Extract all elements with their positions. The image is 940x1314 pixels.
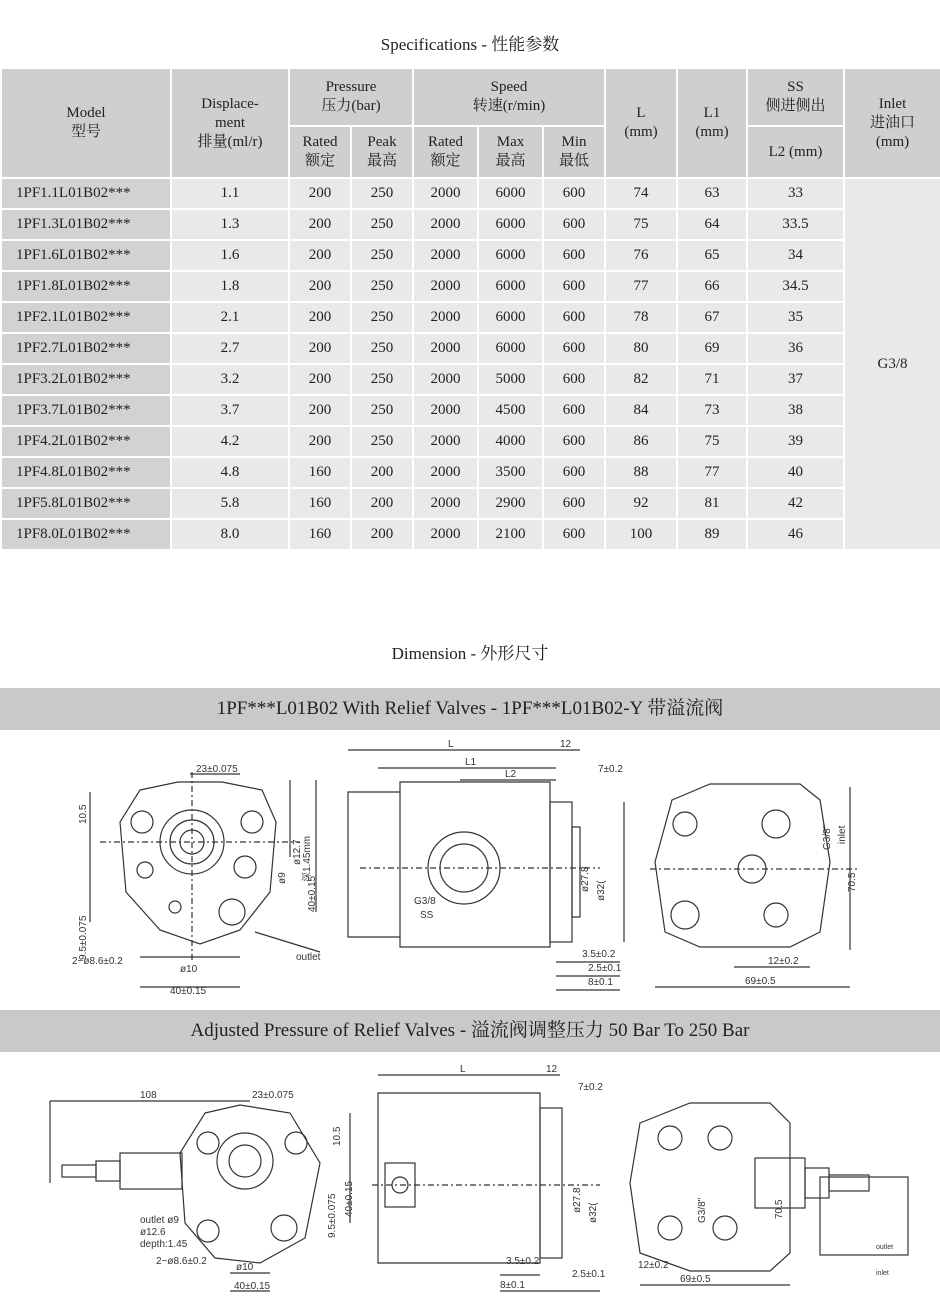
model-cell: 1PF3.7L01B02***	[1, 395, 171, 426]
table-cell: 160	[289, 519, 351, 550]
table-cell: 600	[543, 519, 605, 550]
table-cell: 200	[289, 209, 351, 240]
relief-valve-band: 1PF***L01B02 With Relief Valves - 1PF***L01B02-Y 带溢流阀	[0, 688, 940, 730]
table-cell: 8.0	[171, 519, 289, 550]
table-cell: 77	[677, 457, 747, 488]
header-displacement: Displace- ment 排量(ml/r)	[171, 68, 289, 178]
dim-12-side-2: 12	[546, 1064, 558, 1075]
table-cell: 250	[351, 240, 413, 271]
dim-23-2: 23±0.075	[252, 1090, 294, 1101]
dim-40-v: 40±0.15	[307, 875, 318, 912]
table-cell: 600	[543, 209, 605, 240]
table-cell: 34.5	[747, 271, 844, 302]
dim-L1: L1	[465, 757, 477, 768]
table-cell: 200	[289, 364, 351, 395]
table-cell: 250	[351, 364, 413, 395]
table-cell: 6000	[478, 302, 543, 333]
model-cell: 1PF1.6L01B02***	[1, 240, 171, 271]
header-max-speed: Max 最高	[478, 126, 543, 178]
table-cell: 6000	[478, 209, 543, 240]
model-cell: 1PF8.0L01B02***	[1, 519, 171, 550]
table-cell: 67	[677, 302, 747, 333]
header-model: Model 型号	[1, 68, 171, 178]
table-cell: 1.8	[171, 271, 289, 302]
table-cell: 6000	[478, 333, 543, 364]
table-cell: 2000	[413, 240, 478, 271]
table-cell: 89	[677, 519, 747, 550]
dim-40-h: 40±0.15	[170, 986, 207, 997]
header-rated-pressure: Rated 额定	[289, 126, 351, 178]
table-cell: 200	[351, 519, 413, 550]
table-cell: 75	[677, 426, 747, 457]
table-cell: 600	[543, 364, 605, 395]
table-cell: 4.8	[171, 457, 289, 488]
table-cell: 250	[351, 209, 413, 240]
header-ss: SS 侧进侧出	[747, 68, 844, 126]
table-cell: 4000	[478, 426, 543, 457]
table-cell: 84	[605, 395, 677, 426]
dim-27-8-2: ø27.8	[572, 1187, 583, 1213]
model-cell: 1PF5.8L01B02***	[1, 488, 171, 519]
specifications-title: Specifications - 性能参数	[380, 35, 560, 54]
table-cell: 75	[605, 209, 677, 240]
table-cell: 200	[351, 457, 413, 488]
table-cell: 4500	[478, 395, 543, 426]
table-cell: 2000	[413, 395, 478, 426]
side-g38: G3/8	[414, 896, 436, 907]
table-cell: 33	[747, 178, 844, 209]
table-cell: 39	[747, 426, 844, 457]
dim-3-5-2: 3.5±0.2	[506, 1256, 540, 1267]
table-cell: 2000	[413, 519, 478, 550]
dim-69-2: 69±0.5	[680, 1274, 711, 1285]
table-cell: 73	[677, 395, 747, 426]
dim-40-h-2: 40±0.15	[234, 1281, 271, 1292]
table-row	[1, 271, 940, 302]
table-cell: 600	[543, 395, 605, 426]
table-cell: 600	[543, 457, 605, 488]
table-cell: 2000	[413, 426, 478, 457]
dim-2-5-2: 2.5±0.1	[572, 1269, 606, 1280]
table-cell: 88	[605, 457, 677, 488]
dimension-title: Dimension - 外形尺寸	[391, 644, 549, 663]
table-cell: 42	[747, 488, 844, 519]
table-cell: 200	[289, 178, 351, 209]
outlet-label: outlet	[296, 952, 321, 963]
model-cell: 1PF4.2L01B02***	[1, 426, 171, 457]
dim-70-5: 70.5	[847, 872, 858, 892]
dim-12-6: ø12.6	[140, 1227, 166, 1238]
table-cell: 2000	[413, 209, 478, 240]
table-cell: 250	[351, 395, 413, 426]
table-cell: 250	[351, 333, 413, 364]
table-cell: 200	[289, 271, 351, 302]
table-cell: 1.1	[171, 178, 289, 209]
dim-32-2: ø32(	[588, 1202, 599, 1223]
table-row	[1, 240, 940, 271]
dim-8: 8±0.1	[588, 977, 613, 988]
schematic-outlet: outlet	[876, 1244, 894, 1251]
dim-7-2: 7±0.2	[578, 1082, 603, 1093]
table-cell: 5.8	[171, 488, 289, 519]
table-cell: 600	[543, 302, 605, 333]
table-cell: 1.3	[171, 209, 289, 240]
dim-32: ø32(	[596, 880, 607, 901]
table-cell: 5000	[478, 364, 543, 395]
table-cell: 200	[289, 395, 351, 426]
model-cell: 1PF2.1L01B02***	[1, 302, 171, 333]
table-cell: 200	[289, 240, 351, 271]
dim-40-v-2: 40±0.15	[344, 1180, 355, 1217]
dim-L: L	[448, 739, 454, 750]
dim-70-5-2: 70.5	[774, 1199, 785, 1219]
header-min-speed: Min 最低	[543, 126, 605, 178]
table-row	[1, 457, 940, 488]
dim-10-5: 10.5	[78, 804, 89, 824]
table-cell: 600	[543, 488, 605, 519]
model-cell: 1PF1.8L01B02***	[1, 271, 171, 302]
table-cell: 65	[677, 240, 747, 271]
header-pressure: Pressure 压力(bar)	[289, 68, 413, 126]
table-cell: 2000	[413, 302, 478, 333]
table-cell: 2000	[413, 488, 478, 519]
dim-12: 12	[560, 739, 572, 750]
dim-9: ø9	[277, 872, 288, 884]
table-row	[1, 178, 940, 209]
table-cell: 160	[289, 488, 351, 519]
table-cell: 160	[289, 457, 351, 488]
table-cell: 38	[747, 395, 844, 426]
table-cell: 69	[677, 333, 747, 364]
table-cell: 600	[543, 333, 605, 364]
dim-108: 108	[140, 1090, 157, 1101]
header-rated-speed: Rated 额定	[413, 126, 478, 178]
dim-12-back: 12±0.2	[768, 956, 799, 967]
table-cell: 66	[677, 271, 747, 302]
table-cell: 82	[605, 364, 677, 395]
table-row	[1, 426, 940, 457]
table-cell: 35	[747, 302, 844, 333]
dim-L2: L2	[505, 769, 517, 780]
table-cell: 40	[747, 457, 844, 488]
model-cell: 1PF3.2L01B02***	[1, 364, 171, 395]
dim-27-8: ø27.8	[580, 866, 591, 892]
dim-12-back-2: 12±0.2	[638, 1260, 669, 1271]
back-view	[650, 784, 860, 987]
table-cell: 78	[605, 302, 677, 333]
table-cell: 36	[747, 333, 844, 364]
table-cell: 2900	[478, 488, 543, 519]
header-l1: L1 (mm)	[677, 68, 747, 178]
back-inlet: inlet	[837, 825, 848, 844]
table-row	[1, 364, 940, 395]
specifications-table	[0, 67, 940, 551]
dim-23: 23±0.075	[196, 764, 238, 775]
table-cell: 600	[543, 426, 605, 457]
model-cell: 1PF2.7L01B02***	[1, 333, 171, 364]
table-cell: 2100	[478, 519, 543, 550]
dim-10-5-2: 10.5	[332, 1126, 343, 1146]
dim-2-5: 2.5±0.1	[588, 963, 622, 974]
table-cell: 46	[747, 519, 844, 550]
table-cell: 200	[289, 302, 351, 333]
table-cell: 71	[677, 364, 747, 395]
table-cell: 92	[605, 488, 677, 519]
table-cell: 86	[605, 426, 677, 457]
outlet-label-2: outlet ø9	[140, 1215, 179, 1226]
table-cell: 2.1	[171, 302, 289, 333]
table-cell: 1.6	[171, 240, 289, 271]
inlet-cell: G3/8	[844, 178, 940, 550]
table-cell: 6000	[478, 178, 543, 209]
table-cell: 600	[543, 271, 605, 302]
back-g38: G3/8"	[822, 824, 833, 850]
table-cell: 34	[747, 240, 844, 271]
table-cell: 3.2	[171, 364, 289, 395]
table-cell: 250	[351, 271, 413, 302]
table-row	[1, 519, 940, 550]
header-peak-pressure: Peak 最高	[351, 126, 413, 178]
table-cell: 100	[605, 519, 677, 550]
table-cell: 77	[605, 271, 677, 302]
hydraulic-schematic	[820, 1177, 908, 1255]
table-cell: 600	[543, 178, 605, 209]
table-cell: 600	[543, 240, 605, 271]
table-cell: 2.7	[171, 333, 289, 364]
table-row	[1, 302, 940, 333]
side-view-2	[372, 1075, 600, 1291]
table-cell: 2000	[413, 333, 478, 364]
table-row	[1, 333, 940, 364]
model-cell: 1PF1.3L01B02***	[1, 209, 171, 240]
table-cell: 76	[605, 240, 677, 271]
dim-L-2: L	[460, 1064, 466, 1075]
dim-7: 7±0.2	[598, 764, 623, 775]
dim-9-5-2: 9.5±0.075	[327, 1193, 338, 1238]
table-row	[1, 395, 940, 426]
table-cell: 64	[677, 209, 747, 240]
dim-3-5: 3.5±0.2	[582, 949, 616, 960]
table-row	[1, 488, 940, 519]
table-cell: 3.7	[171, 395, 289, 426]
dim-holes: 2−ø8.6±0.2	[72, 956, 123, 967]
adjusted-pressure-drawing	[0, 1053, 940, 1314]
dim-10-2: ø10	[236, 1262, 254, 1273]
dim-69: 69±0.5	[745, 976, 776, 987]
schematic-inlet: inlet	[876, 1270, 889, 1277]
table-cell: 200	[289, 333, 351, 364]
table-cell: 250	[351, 426, 413, 457]
table-cell: 80	[605, 333, 677, 364]
table-cell: 63	[677, 178, 747, 209]
table-cell: 37	[747, 364, 844, 395]
table-cell: 2000	[413, 271, 478, 302]
dim-8-2: 8±0.1	[500, 1280, 525, 1291]
table-cell: 81	[677, 488, 747, 519]
table-cell: 33.5	[747, 209, 844, 240]
table-cell: 2000	[413, 364, 478, 395]
dim-holes-2: 2−ø8.6±0.2	[156, 1256, 207, 1267]
relief-valve-drawing	[0, 732, 940, 1010]
table-cell: 2000	[413, 457, 478, 488]
table-cell: 3500	[478, 457, 543, 488]
back-view-2	[630, 1103, 869, 1285]
dim-depth-2: depth:1.45	[140, 1239, 188, 1250]
dim-12-7: ø12.7	[292, 839, 303, 865]
model-cell: 1PF1.1L01B02***	[1, 178, 171, 209]
dim-9-5: 9.5±0.075	[78, 915, 89, 960]
table-cell: 6000	[478, 240, 543, 271]
table-cell: 74	[605, 178, 677, 209]
header-speed: Speed 转速(r/min)	[413, 68, 605, 126]
table-cell: 200	[289, 426, 351, 457]
table-cell: 2000	[413, 178, 478, 209]
header-inlet: Inlet 进油口 (mm)	[844, 68, 940, 178]
side-ss: SS	[420, 910, 434, 921]
dim-10: ø10	[180, 964, 198, 975]
header-l: L (mm)	[605, 68, 677, 178]
back-g38-2: G3/8"	[697, 1197, 708, 1223]
header-l2: L2 (mm)	[747, 126, 844, 178]
table-cell: 4.2	[171, 426, 289, 457]
table-cell: 250	[351, 302, 413, 333]
dim-depth: 深1.45mm	[302, 835, 313, 882]
table-cell: 250	[351, 178, 413, 209]
table-cell: 200	[351, 488, 413, 519]
table-row	[1, 209, 940, 240]
table-cell: 6000	[478, 271, 543, 302]
model-cell: 1PF4.8L01B02***	[1, 457, 171, 488]
adjusted-pressure-band: Adjusted Pressure of Relief Valves - 溢流阀调整压力 50 Bar To 250 Bar	[0, 1010, 940, 1052]
